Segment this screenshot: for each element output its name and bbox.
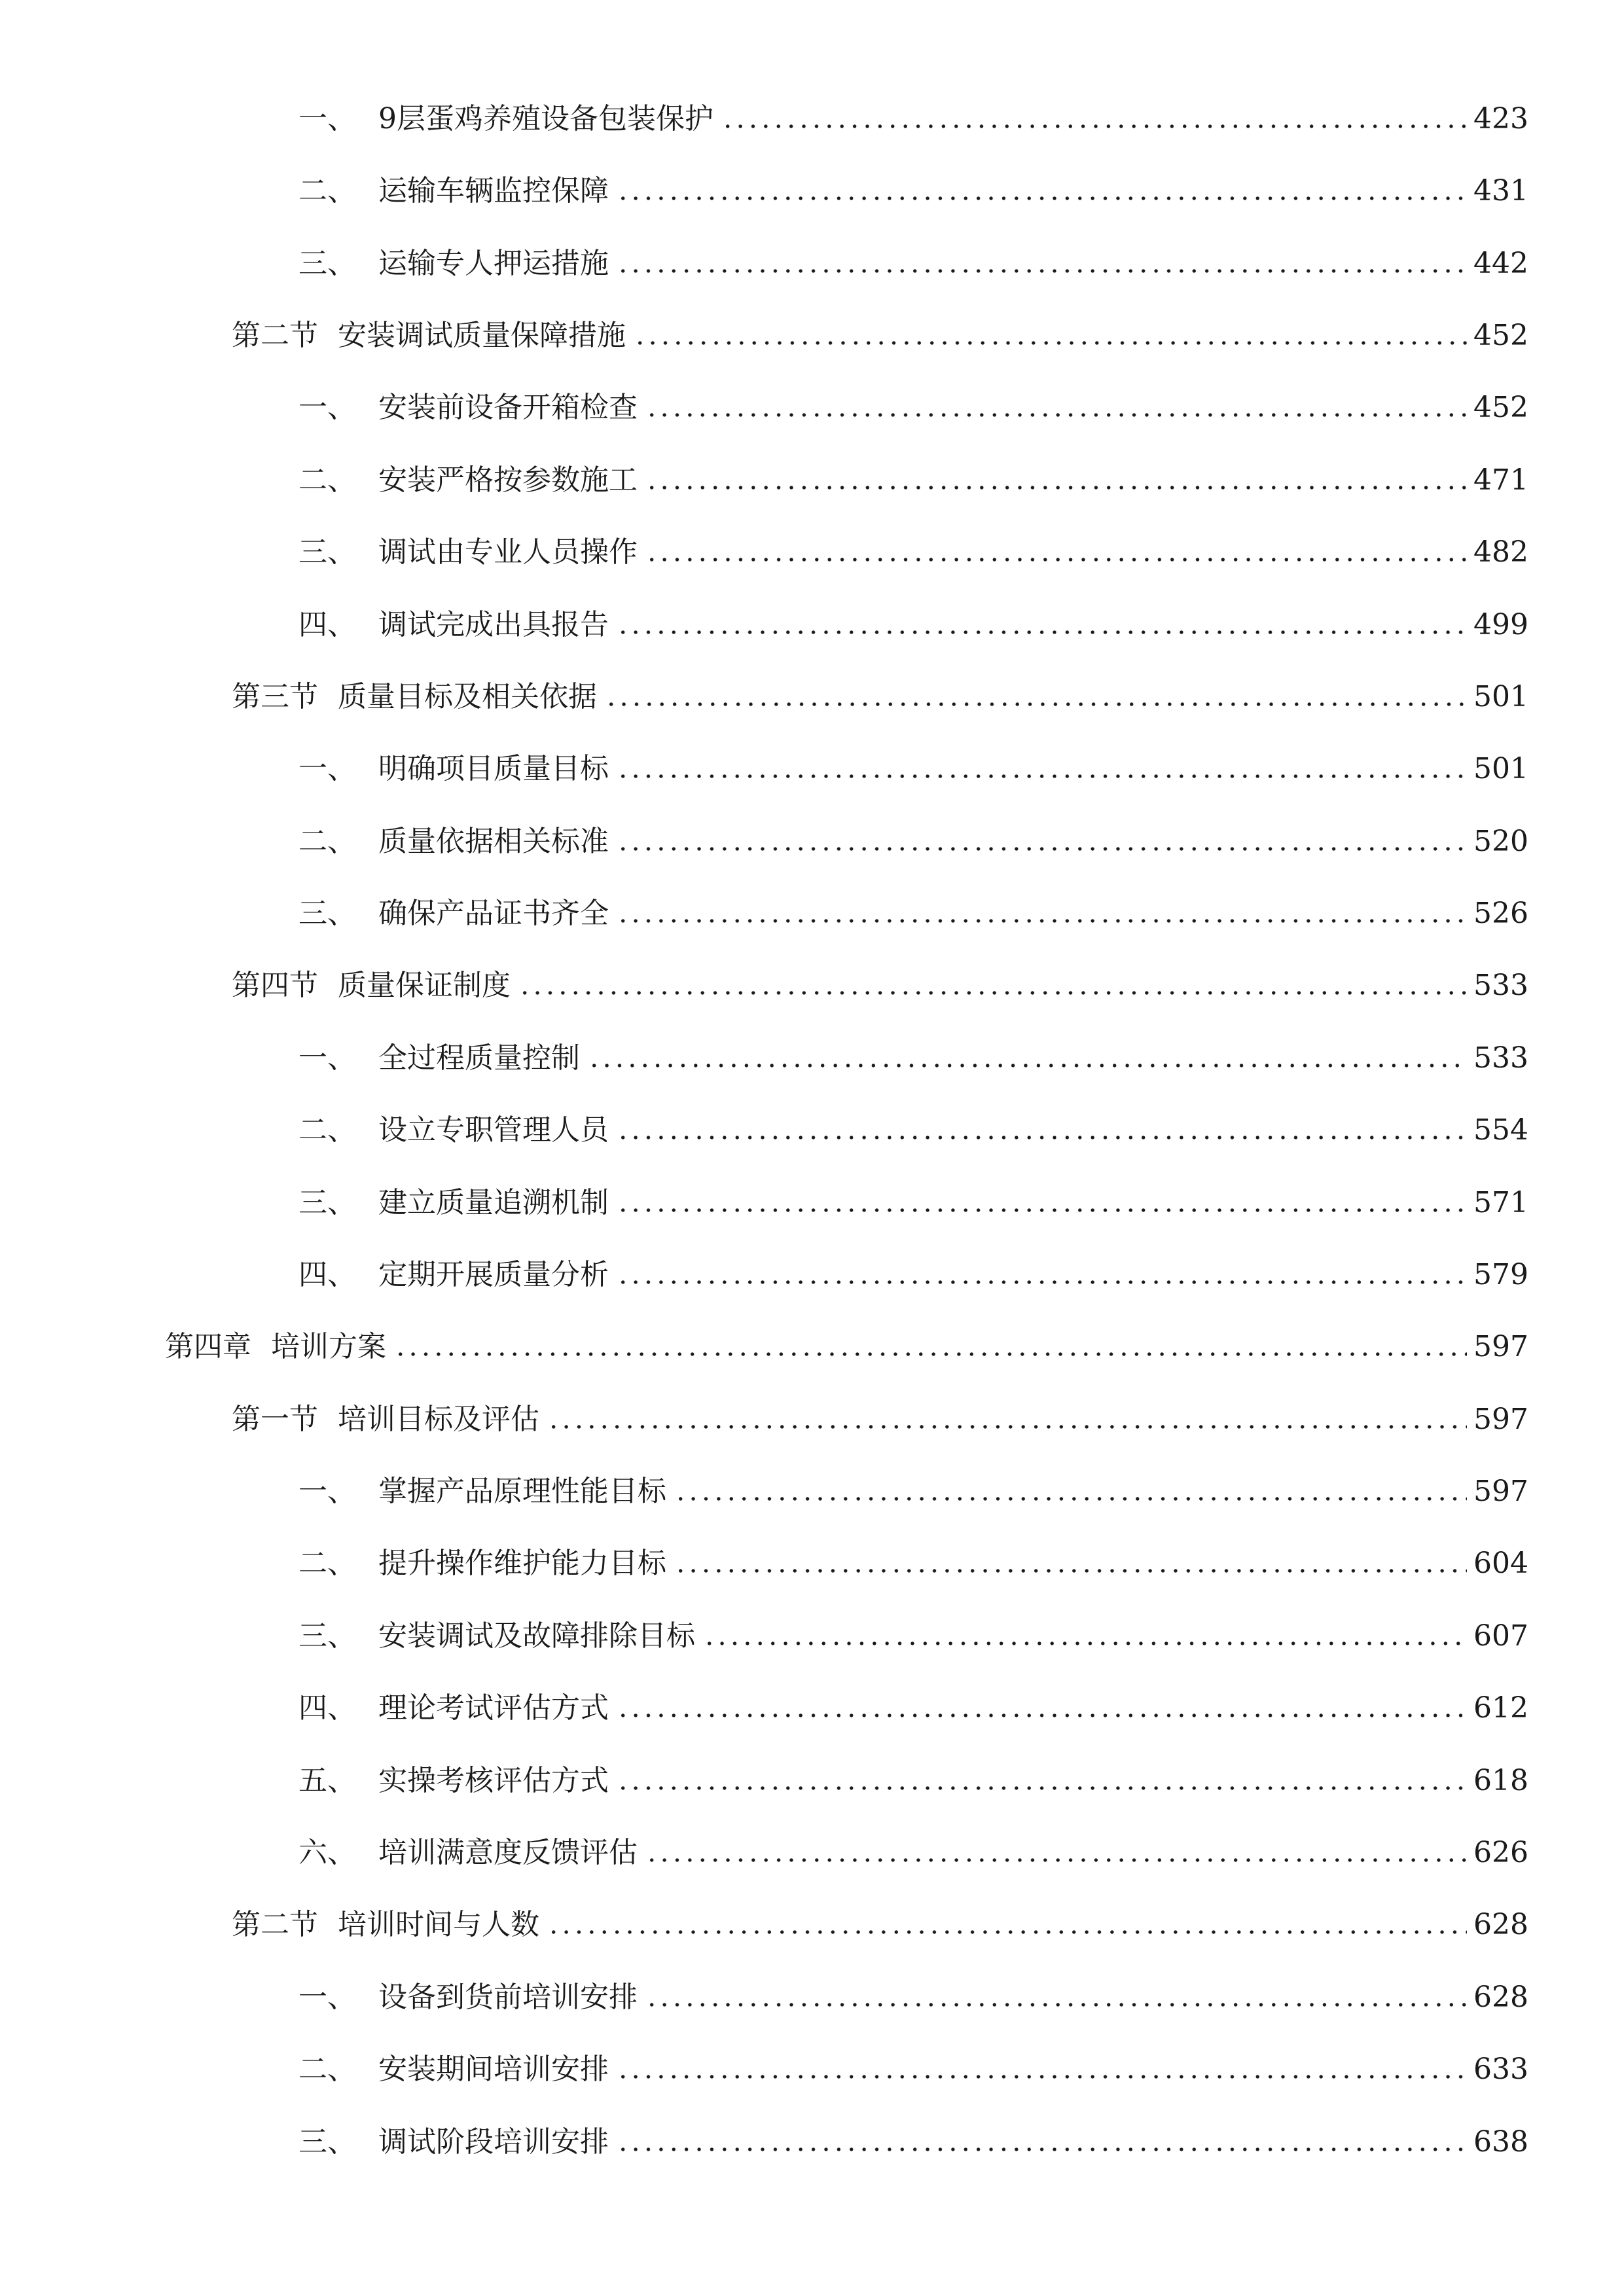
toc-entry[interactable] <box>298 1971 1528 2024</box>
dot-leader <box>617 1208 1467 1212</box>
toc-entry[interactable] <box>232 310 1528 362</box>
toc-entry-page: 597 <box>1473 1475 1528 1508</box>
toc-entry-title: 设立专职管理人员 <box>378 1113 609 1147</box>
toc-entry-title: 质量保证制度 <box>338 969 511 1002</box>
dot-leader <box>547 1930 1467 1934</box>
toc-entry[interactable] <box>298 93 1528 145</box>
toc-entry-title: 全过程质量控制 <box>378 1041 580 1075</box>
toc-entry-title: 理论考试评估方式 <box>378 1691 609 1725</box>
toc-entry-title: 安装期间培训安排 <box>378 2053 609 2086</box>
toc-entry-page: 526 <box>1473 897 1528 930</box>
toc-entry-page: 638 <box>1473 2125 1528 2159</box>
toc-entry-title: 定期开展质量分析 <box>378 1258 609 1291</box>
toc-entry-page: 579 <box>1473 1258 1528 1291</box>
dot-leader <box>617 919 1467 923</box>
toc-entry-page: 628 <box>1473 1981 1528 2014</box>
toc-entry-page: 501 <box>1473 752 1528 785</box>
toc-entry-number: 四、 <box>298 1691 356 1725</box>
dot-leader <box>605 702 1467 706</box>
toc-entry-number: 一、 <box>298 1041 356 1075</box>
toc-entry[interactable] <box>298 1537 1528 1590</box>
toc-entry-title: 运输专人押运措施 <box>378 247 609 280</box>
toc-entry-number: 五、 <box>298 1764 356 1797</box>
toc-entry-number: 二、 <box>298 2053 356 2086</box>
toc-entry-title: 明确项目质量目标 <box>378 752 609 785</box>
toc-entry[interactable] <box>298 1827 1528 1879</box>
toc-entry[interactable] <box>298 454 1528 507</box>
toc-entry-number: 第一节 <box>232 1403 318 1436</box>
toc-entry-number: 三、 <box>298 2125 356 2159</box>
toc-entry-number: 第四节 <box>232 969 318 1002</box>
toc-entry[interactable] <box>298 743 1528 795</box>
toc-entry-number: 二、 <box>298 825 356 858</box>
toc-entry[interactable] <box>298 526 1528 579</box>
toc-entry-page: 501 <box>1473 680 1528 713</box>
toc-entry-title: 培训时间与人数 <box>338 1908 539 1941</box>
toc-entry[interactable] <box>165 1321 1528 1373</box>
toc-entry-page: 533 <box>1473 969 1528 1002</box>
toc-entry-page: 431 <box>1473 174 1528 207</box>
dot-leader <box>674 1497 1467 1501</box>
toc-entry[interactable] <box>298 1682 1528 1734</box>
toc-entry-number: 第二节 <box>232 1908 318 1941</box>
dot-leader <box>645 2003 1467 2007</box>
dot-leader <box>617 774 1467 778</box>
toc-entry-title: 质量依据相关标准 <box>378 825 609 858</box>
toc-entry[interactable] <box>298 1249 1528 1301</box>
toc-entry[interactable] <box>298 2043 1528 2096</box>
dot-leader <box>394 1352 1467 1356</box>
toc-entry-page: 604 <box>1473 1547 1528 1580</box>
toc-entry-title: 建立质量追溯机制 <box>378 1186 609 1219</box>
toc-entry-page: 607 <box>1473 1619 1528 1653</box>
dot-leader <box>645 486 1467 490</box>
toc-entry-title: 培训目标及评估 <box>338 1403 539 1436</box>
toc-entry-number: 三、 <box>298 535 356 569</box>
toc-entry-title: 实操考核评估方式 <box>378 1764 609 1797</box>
dot-leader <box>674 1569 1467 1573</box>
toc-entry-title: 安装前设备开箱检查 <box>378 391 638 424</box>
toc-entry-number: 一、 <box>298 752 356 785</box>
toc-entry[interactable] <box>298 599 1528 651</box>
dot-leader <box>617 1713 1467 1717</box>
toc-entry-number: 三、 <box>298 1619 356 1653</box>
dot-leader <box>645 413 1467 417</box>
toc-entry[interactable] <box>298 888 1528 940</box>
toc-entry-page: 633 <box>1473 2053 1528 2086</box>
toc-entry-page: 571 <box>1473 1186 1528 1219</box>
dot-leader <box>617 847 1467 851</box>
dot-leader <box>721 124 1467 128</box>
toc-entry-page: 597 <box>1473 1330 1528 1363</box>
toc-entry-page: 618 <box>1473 1764 1528 1797</box>
toc-entry-title: 调试由专业人员操作 <box>378 535 638 569</box>
toc-entry-title: 掌握产品原理性能目标 <box>378 1475 666 1508</box>
toc-entry[interactable] <box>298 2116 1528 2168</box>
toc-entry-title: 调试阶段培训安排 <box>378 2125 609 2159</box>
toc-entry-title: 安装严格按参数施工 <box>378 463 638 497</box>
toc-entry-title: 设备到货前培训安排 <box>378 1981 638 2014</box>
toc-entry-title: 质量目标及相关依据 <box>338 680 597 713</box>
dot-leader <box>617 630 1467 634</box>
dot-leader <box>645 558 1467 562</box>
toc-entry-number: 第四章 <box>165 1330 251 1363</box>
dot-leader <box>588 1064 1467 1067</box>
toc-entry-page: 471 <box>1473 463 1528 497</box>
toc-entry[interactable] <box>298 1610 1528 1662</box>
toc-entry-number: 三、 <box>298 897 356 930</box>
toc-entry-number: 第二节 <box>232 319 318 352</box>
dot-leader <box>617 1136 1467 1139</box>
toc-entry[interactable] <box>232 1899 1528 1951</box>
toc-entry-number: 二、 <box>298 1547 356 1580</box>
toc-entry-page: 499 <box>1473 608 1528 641</box>
toc-entry-number: 一、 <box>298 391 356 424</box>
dot-leader <box>617 1786 1467 1790</box>
toc-entry-number: 第三节 <box>232 680 318 713</box>
toc-entry-page: 612 <box>1473 1691 1528 1725</box>
toc-entry[interactable] <box>232 960 1528 1012</box>
dot-leader <box>617 269 1467 273</box>
toc-entry-number: 三、 <box>298 1186 356 1219</box>
toc-entry-number: 一、 <box>298 1475 356 1508</box>
toc-entry-number: 二、 <box>298 463 356 497</box>
toc-entry-page: 452 <box>1473 391 1528 424</box>
toc-entry[interactable] <box>298 1465 1528 1518</box>
toc-entry[interactable] <box>298 238 1528 290</box>
dot-leader <box>645 1858 1467 1862</box>
toc-entry-title: 调试完成出具报告 <box>378 608 609 641</box>
toc-entry[interactable] <box>298 1032 1528 1085</box>
toc-entry[interactable] <box>298 816 1528 868</box>
dot-leader <box>617 2147 1467 2151</box>
toc-entry-number: 一、 <box>298 102 356 135</box>
dot-leader <box>547 1425 1467 1429</box>
toc-entry-page: 597 <box>1473 1403 1528 1436</box>
toc-entry-title: 运输车辆监控保障 <box>378 174 609 207</box>
toc-entry-page: 533 <box>1473 1041 1528 1075</box>
toc-entry[interactable] <box>298 1104 1528 1157</box>
toc-entry-title: 培训满意度反馈评估 <box>378 1836 638 1869</box>
toc-entry-number: 三、 <box>298 247 356 280</box>
toc-entry[interactable] <box>298 165 1528 217</box>
toc-entry-title: 提升操作维护能力目标 <box>378 1547 666 1580</box>
toc-entry-page: 423 <box>1473 102 1528 135</box>
toc-entry-page: 442 <box>1473 247 1528 280</box>
toc-entry[interactable] <box>298 1177 1528 1229</box>
toc-entry-number: 一、 <box>298 1981 356 2014</box>
dot-leader <box>617 196 1467 200</box>
toc-entry-title: 安装调试及故障排除目标 <box>378 1619 695 1653</box>
dot-leader <box>518 991 1467 995</box>
toc-entry-number: 四、 <box>298 608 356 641</box>
toc-entry[interactable] <box>298 382 1528 434</box>
toc-entry-title: 安装调试质量保障措施 <box>338 319 626 352</box>
toc-entry-number: 四、 <box>298 1258 356 1291</box>
toc-entry-page: 628 <box>1473 1908 1528 1941</box>
toc-entry-page: 554 <box>1473 1113 1528 1147</box>
toc-entry-page: 482 <box>1473 535 1528 569</box>
toc-entry[interactable] <box>232 671 1528 723</box>
toc-entry-title: 培训方案 <box>271 1330 386 1363</box>
dot-leader <box>703 1641 1467 1645</box>
toc-entry-number: 二、 <box>298 1113 356 1147</box>
dot-leader <box>617 1280 1467 1284</box>
dot-leader <box>634 341 1467 345</box>
toc-entry-number: 六、 <box>298 1836 356 1869</box>
toc-entry-title: 9层蛋鸡养殖设备包装保护 <box>378 102 713 135</box>
toc-entry-title: 确保产品证书齐全 <box>378 897 609 930</box>
toc-entry-page: 520 <box>1473 825 1528 858</box>
toc-entry[interactable] <box>298 1755 1528 1807</box>
toc-entry[interactable] <box>232 1393 1528 1446</box>
toc-entry-number: 二、 <box>298 174 356 207</box>
dot-leader <box>617 2075 1467 2079</box>
toc-entry-page: 452 <box>1473 319 1528 352</box>
toc-entry-page: 626 <box>1473 1836 1528 1869</box>
